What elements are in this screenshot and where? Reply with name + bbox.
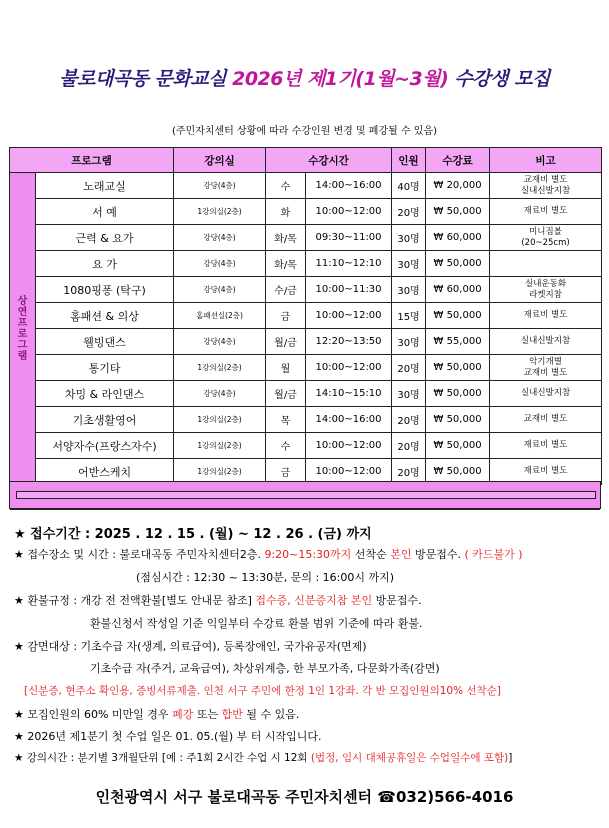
cell-program-name: 홈패션 & 의상 — [36, 303, 174, 329]
cell-program-name: 기초생활영어 — [36, 407, 174, 433]
table-row — [10, 277, 602, 303]
cell-time: 11:10~12:10 — [306, 251, 392, 277]
cell-note: 교재비 별도 실내신발지참 — [490, 173, 602, 199]
cell-day: 화/목 — [266, 225, 306, 251]
side-category-label: 상 연 프 로 그 램 — [10, 173, 36, 485]
table-row — [10, 407, 602, 433]
info-location: ★ 접수장소 및 시간 : 불로대곡동 주민자치센터2층. 9:20~15:30까지 선착순 본인 방문접수. ( 카드불가 ) — [14, 548, 523, 561]
cell-fee: ₩ 50,000 — [426, 303, 490, 329]
cell-time: 10:00~12:00 — [306, 433, 392, 459]
program-table — [9, 147, 602, 485]
cell-capacity: 15명 — [392, 303, 426, 329]
cell-day: 수/금 — [266, 277, 306, 303]
cell-note: 재료비 별도 — [490, 303, 602, 329]
cell-capacity: 40명 — [392, 173, 426, 199]
cell-room: 강당(4층) — [174, 173, 266, 199]
table-row — [10, 225, 602, 251]
cell-program-name: 웰빙댄스 — [36, 329, 174, 355]
cell-day: 금 — [266, 303, 306, 329]
cell-note: 실내운동화 라켓지참 — [490, 277, 602, 303]
cell-day: 목 — [266, 407, 306, 433]
cell-note: 악기개별 교재비 별도 — [490, 355, 602, 381]
cell-capacity: 30명 — [392, 329, 426, 355]
cell-fee: ₩ 50,000 — [426, 433, 490, 459]
table-bottom-bar — [9, 481, 601, 509]
cell-time: 12:20~13:50 — [306, 329, 392, 355]
cell-time: 14:00~16:00 — [306, 407, 392, 433]
info-period: ★ 접수기간 : 2025 . 12 . 15 . (월) ~ 12 . 26 . (금) 까지 — [14, 527, 372, 542]
cell-day: 화/목 — [266, 251, 306, 277]
header-fee: 수강료 — [426, 148, 490, 173]
cell-capacity: 20명 — [392, 199, 426, 225]
cell-room: 1강의실(2층) — [174, 199, 266, 225]
cell-time: 14:00~16:00 — [306, 173, 392, 199]
cell-room: 1강의실(2층) — [174, 355, 266, 381]
cell-capacity: 30명 — [392, 277, 426, 303]
cell-fee: ₩ 50,000 — [426, 355, 490, 381]
info-class-schedule: ★ 강의시간 : 분기별 3개월단위 [예 : 주1회 2시간 수업 시 12회 (법정, 임시 대체공휴일은 수업일수에 포함)] — [14, 752, 513, 764]
cell-room: 1강의실(2층) — [174, 433, 266, 459]
cell-day: 금 — [266, 459, 306, 485]
table-row — [10, 303, 602, 329]
table-row — [10, 355, 602, 381]
cell-program-name: 요 가 — [36, 251, 174, 277]
cell-program-name: 통기타 — [36, 355, 174, 381]
info-first-class: ★ 2026년 제1분기 첫 수업 일은 01. 05.(월) 부 터 시작입니다. — [14, 730, 322, 743]
cell-note: 미니짐볼 (20~25cm) — [490, 225, 602, 251]
table-header-row — [10, 148, 602, 173]
header-capacity: 인원 — [392, 148, 426, 173]
header-program: 프로그램 — [10, 148, 174, 173]
cell-day: 수 — [266, 173, 306, 199]
table-row — [10, 381, 602, 407]
cell-note: 실내신발지참 — [490, 329, 602, 355]
footer-contact: 인천광역시 서구 불로대곡동 주민자치센터 ☎032)566-4016 — [95, 788, 514, 806]
cell-room: 강당(4층) — [174, 381, 266, 407]
table-row — [10, 173, 602, 199]
info-refund: ★ 환불규정 : 개강 전 전액환불[별도 안내문 참조] 접수증, 신분증지참 본인 방문접수. — [14, 594, 422, 607]
cell-capacity: 20명 — [392, 459, 426, 485]
cell-note: 재료비 별도 — [490, 459, 602, 485]
cell-fee: ₩ 55,000 — [426, 329, 490, 355]
cell-fee: ₩ 50,000 — [426, 199, 490, 225]
info-min-enroll: ★ 모집인원의 60% 미만일 경우 폐강 또는 합반 될 수 있음. — [14, 708, 300, 721]
cell-capacity: 30명 — [392, 381, 426, 407]
title-main: 불로대곡동 문화교실 — [59, 68, 233, 90]
cell-time: 14:10~15:10 — [306, 381, 392, 407]
cell-capacity: 20명 — [392, 433, 426, 459]
table-row — [10, 251, 602, 277]
cell-program-name: 서양자수(프랑스자수) — [36, 433, 174, 459]
page-title — [0, 64, 609, 91]
cell-day: 화 — [266, 199, 306, 225]
cell-room: 강당(4층) — [174, 329, 266, 355]
cell-time: 10:00~12:00 — [306, 303, 392, 329]
cell-capacity: 30명 — [392, 225, 426, 251]
cell-capacity: 30명 — [392, 251, 426, 277]
cell-program-name: 1080핑퐁 (탁구) — [36, 277, 174, 303]
cell-fee: ₩ 50,000 — [426, 381, 490, 407]
cell-day: 월 — [266, 355, 306, 381]
cell-note: 실내신발지참 — [490, 381, 602, 407]
cell-room: 홈패션실(2층) — [174, 303, 266, 329]
cell-program-name: 차밍 & 라인댄스 — [36, 381, 174, 407]
table-row — [10, 329, 602, 355]
table-row — [10, 199, 602, 225]
cell-room: 1강의실(2층) — [174, 459, 266, 485]
cell-room: 강당(4층) — [174, 251, 266, 277]
cell-program-name: 근력 & 요가 — [36, 225, 174, 251]
info-lunch: (점심시간 : 12:30 ~ 13:30분, 문의 : 16:00시 까지) — [136, 571, 395, 584]
cell-room: 강당(4층) — [174, 277, 266, 303]
info-discount: ★ 감면대상 : 기초수급 자(생계, 의료급여), 등록장애인, 국가유공자(면제) — [14, 640, 367, 653]
header-note: 비고 — [490, 148, 602, 173]
cell-day: 수 — [266, 433, 306, 459]
cell-program-name: 서 예 — [36, 199, 174, 225]
cell-fee: ₩ 60,000 — [426, 277, 490, 303]
cell-time: 10:00~12:00 — [306, 199, 392, 225]
cell-time: 10:00~12:00 — [306, 459, 392, 485]
cell-time: 09:30~11:00 — [306, 225, 392, 251]
title-term: 2026년 제1기(1월~3월) — [232, 68, 449, 90]
table-row — [10, 433, 602, 459]
cell-capacity: 20명 — [392, 407, 426, 433]
cell-program-name: 어반스케치 — [36, 459, 174, 485]
cell-note: 재료비 별도 — [490, 433, 602, 459]
cell-day: 월/금 — [266, 381, 306, 407]
info-discount-2: 기초수급 자(주거, 교육급여), 차상위계층, 한 부모가족, 다문화가족(감면) — [90, 662, 440, 675]
info-documents: [신분증, 현주소 확인용, 증빙서류제출. 인천 서구 주민에 한정 1인 1강좌. 각 반 모집인원의10% 선착순] — [24, 685, 501, 697]
header-time: 수강시간 — [266, 148, 392, 173]
notice-subtitle: (주민자치센터 상황에 따라 수강인원 변경 및 폐강될 수 있음) — [171, 126, 438, 137]
cell-note: 재료비 별도 — [490, 199, 602, 225]
info-refund-detail: 환불신청서 작성일 기준 익일부터 수강료 환불 범위 기준에 따라 환불. — [90, 617, 423, 630]
header-room: 강의실 — [174, 148, 266, 173]
cell-fee: ₩ 50,000 — [426, 251, 490, 277]
cell-program-name: 노래교실 — [36, 173, 174, 199]
cell-fee: ₩ 50,000 — [426, 459, 490, 485]
cell-fee: ₩ 50,000 — [426, 407, 490, 433]
cell-fee: ₩ 20,000 — [426, 173, 490, 199]
cell-time: 10:00~11:30 — [306, 277, 392, 303]
cell-room: 1강의실(2층) — [174, 407, 266, 433]
cell-fee: ₩ 60,000 — [426, 225, 490, 251]
cell-day: 월/금 — [266, 329, 306, 355]
cell-note: 교재비 별도 — [490, 407, 602, 433]
cell-time: 10:00~12:00 — [306, 355, 392, 381]
cell-note — [490, 251, 602, 277]
title-suffix: 수강생 모집 — [448, 68, 550, 90]
cell-capacity: 20명 — [392, 355, 426, 381]
cell-room: 강당(4층) — [174, 225, 266, 251]
